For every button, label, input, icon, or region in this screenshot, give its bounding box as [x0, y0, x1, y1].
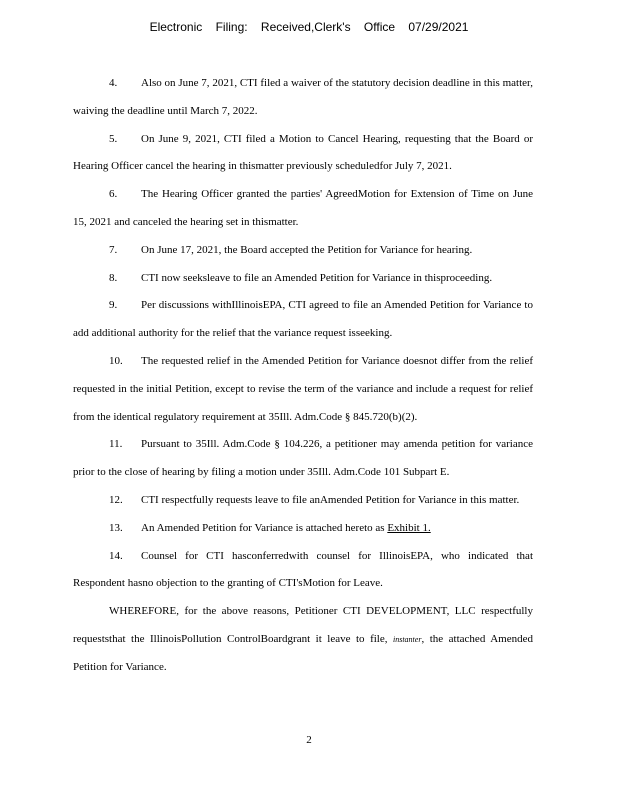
page-number: 2 — [306, 734, 312, 746]
wherefore-clause — [73, 598, 533, 681]
paragraph-number: 5. — [109, 132, 118, 145]
paragraph-text: Per discussions withIllinoisEPA, CTI agreed to file an Amended Petition for Variance to add additional authority for the relief that the variance request isseeking. — [73, 299, 533, 340]
paragraph-11 — [73, 431, 533, 487]
paragraph-number: 8. — [109, 271, 118, 284]
paragraph-10 — [73, 348, 533, 431]
paragraph-9 — [73, 292, 533, 348]
paragraph-text: An Amended Petition for Variance is attached hereto as — [141, 521, 385, 534]
paragraph-text: The Hearing Officer granted the parties' AgreedMotion for Extension of Time on June 15, 2021 and canceled the hearing set in thismatter. — [73, 188, 533, 228]
paragraph-number: 13. — [109, 521, 123, 534]
paragraph-number: 11. — [109, 438, 123, 451]
paragraph-7 — [73, 237, 533, 265]
paragraph-text: Counsel for CTI hasconferredwith counsel for IllinoisEPA, who indicated that Respondent hasno objection to the granting of CTI'sMotion for Leave. — [73, 549, 533, 590]
paragraph-14 — [73, 543, 533, 599]
instanter-term: instanter — [393, 634, 422, 644]
wherefore-lead: WHEREFORE, for the above reasons, Petitioner CTI DEVELOPMENT, LLC respectfully requeststhat the IllinoisPollution ControlBoardgrant it leave to file, — [73, 605, 533, 645]
paragraph-number: 12. — [109, 493, 123, 506]
wherefore-tail: , the attached Amended Petition for Variance. — [73, 632, 533, 673]
paragraph-number: 10. — [109, 354, 123, 367]
paragraph-4 — [73, 70, 533, 126]
paragraph-13 — [73, 515, 533, 543]
paragraph-number: 6. — [109, 188, 118, 201]
paragraph-number: 7. — [109, 243, 118, 256]
paragraph-number: 4. — [109, 77, 118, 89]
exhibit-reference: Exhibit 1. — [387, 521, 431, 534]
paragraph-number: 9. — [109, 299, 118, 312]
paragraph-text: On June 17, 2021, the Board accepted the Petition for Variance for hearing. — [141, 243, 473, 256]
paragraph-text: Pursuant to 35Ill. Adm.Code § 104.226, a petitioner may amenda petition for variance prior to the close of hearing by filing a motion under 35Ill. Adm.Code 101 Subpart E. — [73, 438, 533, 479]
paragraph-6 — [73, 181, 533, 237]
paragraph-text: The requested relief in the Amended Petition for Variance doesnot differ from the relief requested in the initial Petition, except to revise the term of the variance and include a request for relief from the identical regulatory requirement at 35Ill. Adm.Code § 845.720(b)(2). — [73, 354, 533, 423]
paragraph-8 — [73, 265, 533, 293]
paragraph-text: CTI now seeksleave to file an Amended Petition for Variance in thisproceeding. — [141, 271, 493, 284]
filing-stamp-header: Electronic Filing: Received,Clerk's Office 07/29/2021 — [149, 20, 469, 34]
paragraph-text: On June 9, 2021, CTI filed a Motion to Cancel Hearing, requesting that the Board or Hearing Officer cancel the hearing in thismatter previously scheduledfor July 7, 2021. — [73, 132, 533, 173]
paragraph-number: 14. — [109, 549, 123, 562]
paragraph-text: Also on June 7, 2021, CTI filed a waiver of the statutory decision deadline in this matter, waiving the deadline until March 7, 2022. — [73, 77, 533, 117]
document-body — [73, 70, 533, 682]
paragraph-text: CTI respectfully requests leave to file anAmended Petition for Variance in this matter. — [141, 493, 520, 506]
paragraph-12 — [73, 487, 533, 515]
paragraph-5 — [73, 126, 533, 182]
